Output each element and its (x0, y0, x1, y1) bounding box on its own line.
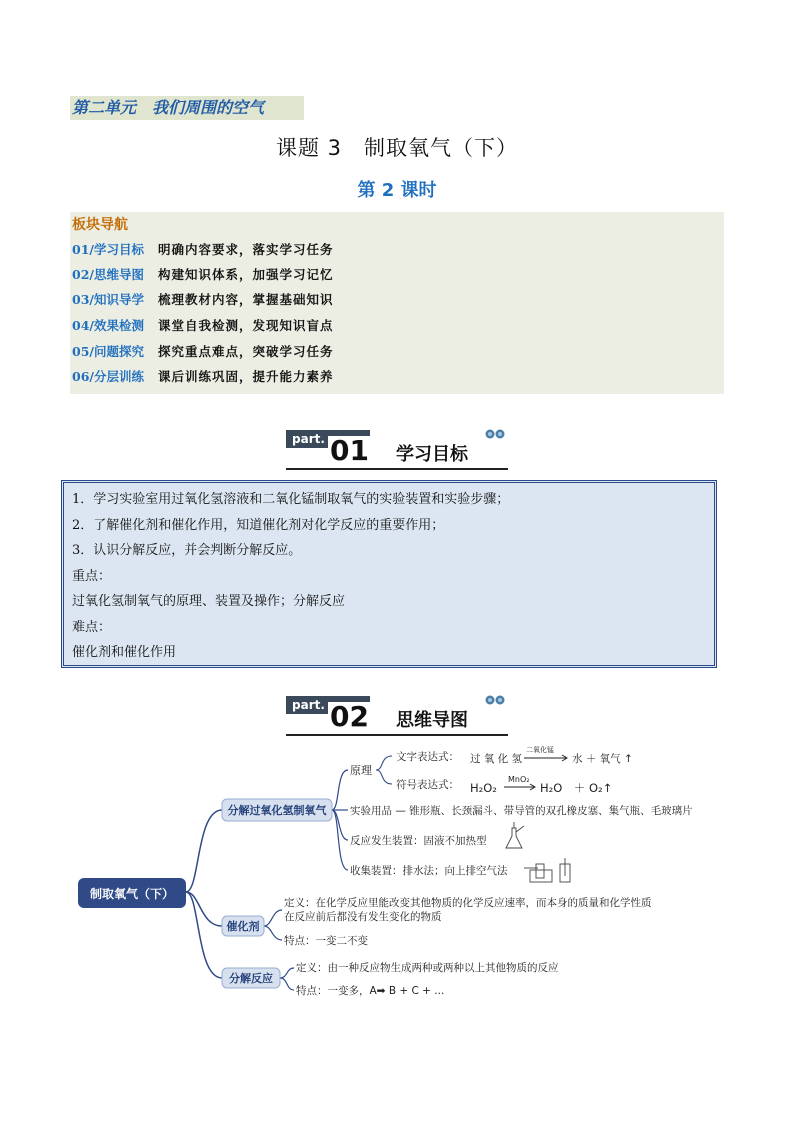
part-tag: part. (286, 430, 370, 448)
part-tag: part. (286, 696, 370, 714)
branch1-label: 分解过氧化氢制氧气 (227, 804, 327, 817)
part-underline (286, 734, 508, 736)
symbol-eq-label: 符号表达式： (396, 779, 459, 791)
nav-item-desc: 明确内容要求，落实学习任务 (158, 242, 334, 257)
symbol-eq-products: H₂O ＋ O₂↑ (540, 781, 613, 795)
nav-item[interactable] (72, 367, 334, 387)
mindmap-branch-decomposition (222, 968, 280, 988)
word-eq-reactant: 过 氧 化 氢 (470, 753, 523, 765)
decomposition-definition: 定义：由一种反应物生成两种或两种以上其他物质的反应 (296, 962, 559, 974)
nav-item-code: 02/思维导图 (72, 267, 144, 282)
catalyst-feature: 特点：一变二不变 (284, 935, 368, 947)
nav-item[interactable] (72, 265, 334, 285)
nav-item[interactable] (72, 290, 334, 310)
symbol-eq-catalyst: MnO₂ (508, 775, 530, 784)
goal-line: 难点： (72, 619, 112, 635)
word-eq-label: 文字表达式： (396, 751, 459, 763)
mindmap-branch-hydrogen-peroxide (222, 799, 332, 821)
mindmap-root-node (78, 878, 186, 908)
goal-line: 重点： (72, 568, 112, 584)
period-title: 第 2 课时 (357, 180, 437, 201)
decorative-drops-icon (484, 428, 506, 440)
goal-line: 催化剂和催化作用 (72, 645, 177, 660)
part-number: 02 (330, 700, 369, 733)
part-number: 01 (330, 434, 369, 467)
nav-item-desc: 课堂自我检测，发现知识盲点 (158, 318, 334, 333)
catalyst-definition-line1: 定义：在化学反应里能改变其他物质的化学反应速率，而本身的质量和化学性质 (284, 897, 652, 909)
goal-line: 1．学习实验室用过氧化氢溶液和二氧化锰制取氧气的实验装置和实验步骤； (72, 492, 510, 507)
part-header-mindmap (286, 694, 508, 738)
part-header-goals (286, 428, 508, 472)
nav-item-code: 01/学习目标 (72, 242, 144, 257)
goal-line: 3．认识分解反应，并会判断分解反应。 (72, 543, 302, 558)
part-label: 学习目标 (396, 444, 468, 465)
equipment-text: 实验用品 — 锥形瓶、长颈漏斗、带导管的双孔橡皮塞、集气瓶、毛玻璃片 (350, 805, 693, 817)
nav-item[interactable] (72, 240, 334, 260)
goal-line: 2．了解催化剂和催化作用，知道催化剂对化学反应的重要作用； (72, 517, 445, 533)
principle-label: 原理 (350, 764, 372, 777)
mindmap-branch-catalyst (222, 916, 264, 936)
nav-item-code: 04/效果检测 (72, 318, 144, 333)
root-label: 制取氧气（下） (89, 887, 175, 901)
device-text: 反应发生装置：固液不加热型 (350, 835, 487, 847)
nav-item-code: 06/分层训练 (72, 369, 144, 384)
nav-item-code: 03/知识导学 (72, 292, 144, 307)
part-underline (286, 468, 508, 470)
nav-item-desc: 构建知识体系，加强学习记忆 (158, 267, 334, 282)
lesson-title: 课题 3 制取氧气（下） (275, 136, 519, 160)
mind-map (0, 740, 794, 1010)
part-label: 思维导图 (396, 710, 468, 731)
symbol-eq-reactant: H₂O₂ (470, 781, 497, 795)
nav-item-desc: 探究重点难点，突破学习任务 (158, 344, 334, 359)
branch3-label: 分解反应 (229, 972, 273, 985)
flask-apparatus-icon (506, 822, 524, 848)
collection-text: 收集装置：排水法；向上排空气法 (350, 865, 508, 877)
gas-collection-apparatus-icon (524, 858, 570, 882)
word-eq-catalyst: 二氧化锰 (526, 746, 554, 754)
decomposition-feature: 特点：一变多，A➡ B + C + ... (296, 985, 445, 997)
word-eq-products: 水 ＋ 氧气 ↑ (572, 753, 633, 765)
nav-item-desc: 课后训练巩固，提升能力素养 (158, 369, 334, 384)
goal-line: 过氧化氢制氧气的原理、装置及操作；分解反应 (72, 594, 346, 609)
decorative-drops-icon (484, 694, 506, 706)
nav-item-desc: 梳理教材内容，掌握基础知识 (158, 292, 334, 307)
learning-goals-box (61, 480, 717, 668)
nav-item-code: 05/问题探究 (72, 344, 144, 359)
branch2-label: 催化剂 (226, 920, 260, 933)
catalyst-definition-line2: 在反应前后都没有发生变化的物质 (284, 911, 442, 923)
nav-heading: 板块导航 (72, 217, 128, 233)
nav-item[interactable] (72, 342, 334, 362)
nav-item[interactable] (72, 316, 334, 336)
navigation-panel (70, 212, 724, 394)
unit-title: 第二单元 我们周围的空气 (70, 96, 304, 120)
